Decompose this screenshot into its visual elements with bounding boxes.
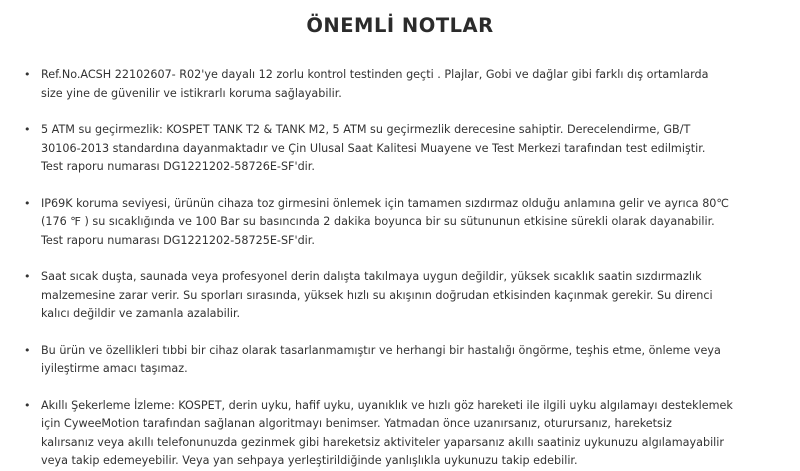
note-line: Test raporu numarası DG1221202-58725E-SF'dir. <box>41 233 315 247</box>
note-line: Saat sıcak duşta, saunada veya profesyonel derin dalışta takılmaya uygun değildir, yüksek sıcaklık saatin sızdırmazlık <box>41 270 702 283</box>
bullet-icon: • <box>24 123 31 136</box>
note-line: 30106-2013 standardına dayanmaktadır ve Çin Ulusal Saat Kalitesi Muayene ve Test Merkezi tarafından test edilmiştir. <box>41 141 706 155</box>
note-line: Bu ürün ve özellikleri tıbbi bir cihaz olarak tasarlanmamıştır ve herhangi bir hastalığı öngörme, teşhis etme, önleme veya <box>41 343 721 357</box>
note-line: veya takip edemeyebilir. Veya yan sehpaya yerleştirildiğinde yanlışlıkla uykunuzu takip edebilir. <box>41 454 578 467</box>
note-line: 5 ATM su geçirmezlik: KOSPET TANK T2 & TANK M2, 5 ATM su geçirmezlik derecesine sahiptir. Derecelendirme, GB/T <box>41 123 691 136</box>
bullet-icon: • <box>24 398 31 412</box>
note-line: iyileştirme amacı taşımaz. <box>41 362 188 375</box>
note-line: kalıcı değildir ve zamanla azalabilir. <box>41 307 241 320</box>
note-line: Test raporu numarası DG1221202-58726E-SF'dir. <box>41 160 315 173</box>
note-line: kalırsanız veya akıllı telefonunuzda gezinmek gibi hareketsiz aktiviteler yaparsanız akıllı saatiniz uykunuzu algılamayabilir <box>41 435 724 449</box>
note-line: malzemesine zarar verir. Su sporları sırasında, yüksek hızlı su akışının doğrudan etkisinden kaçınmak gerekir. Su direnci <box>41 288 713 302</box>
note-line: için CyweeMotion tarafından sağlanan algoritmayı benimser. Yatmadan önce uzanırsanız, oturursanız, hareketsiz <box>41 417 672 430</box>
bullet-icon: • <box>24 270 31 283</box>
note-item <box>22 342 792 379</box>
note-line: IP69K koruma seviyesi, ürünün cihaza toz girmesini önlemek için tamamen sızdırmaz olduğu anlamına gelir ve ayrıca 80℃ <box>41 196 729 210</box>
bullet-icon: • <box>24 343 31 357</box>
note-item <box>22 66 792 103</box>
bullet-icon: • <box>24 196 31 210</box>
notes-list <box>22 66 792 471</box>
bullet-icon: • <box>24 68 31 81</box>
note-line: Akıllı Şekerleme İzleme: KOSPET, derin uyku, hafif uyku, uyanıklık ve hızlı göz hareketi ile ilgili uyku algılamayı desteklemek <box>41 398 733 412</box>
note-line: (176 ℉ ) su sıcaklığında ve 100 Bar su basıncında 2 dakika boyunca bir su sütununun etkisine sürekli olarak dayanabilir. <box>41 215 715 228</box>
page-title: ÖNEMLİ NOTLAR <box>306 14 494 37</box>
note-item <box>22 268 792 324</box>
note-item <box>22 397 792 471</box>
note-line: Ref.No.ACSH 22102607- R02'ye dayalı 12 zorlu kontrol testinden geçti . Plajlar, Gobi ve dağlar gibi farklı dış ortamlarda <box>41 68 709 81</box>
note-item <box>22 121 792 177</box>
note-item <box>22 195 792 251</box>
note-line: size yine de güvenilir ve istikrarlı koruma sağlayabilir. <box>41 86 342 100</box>
